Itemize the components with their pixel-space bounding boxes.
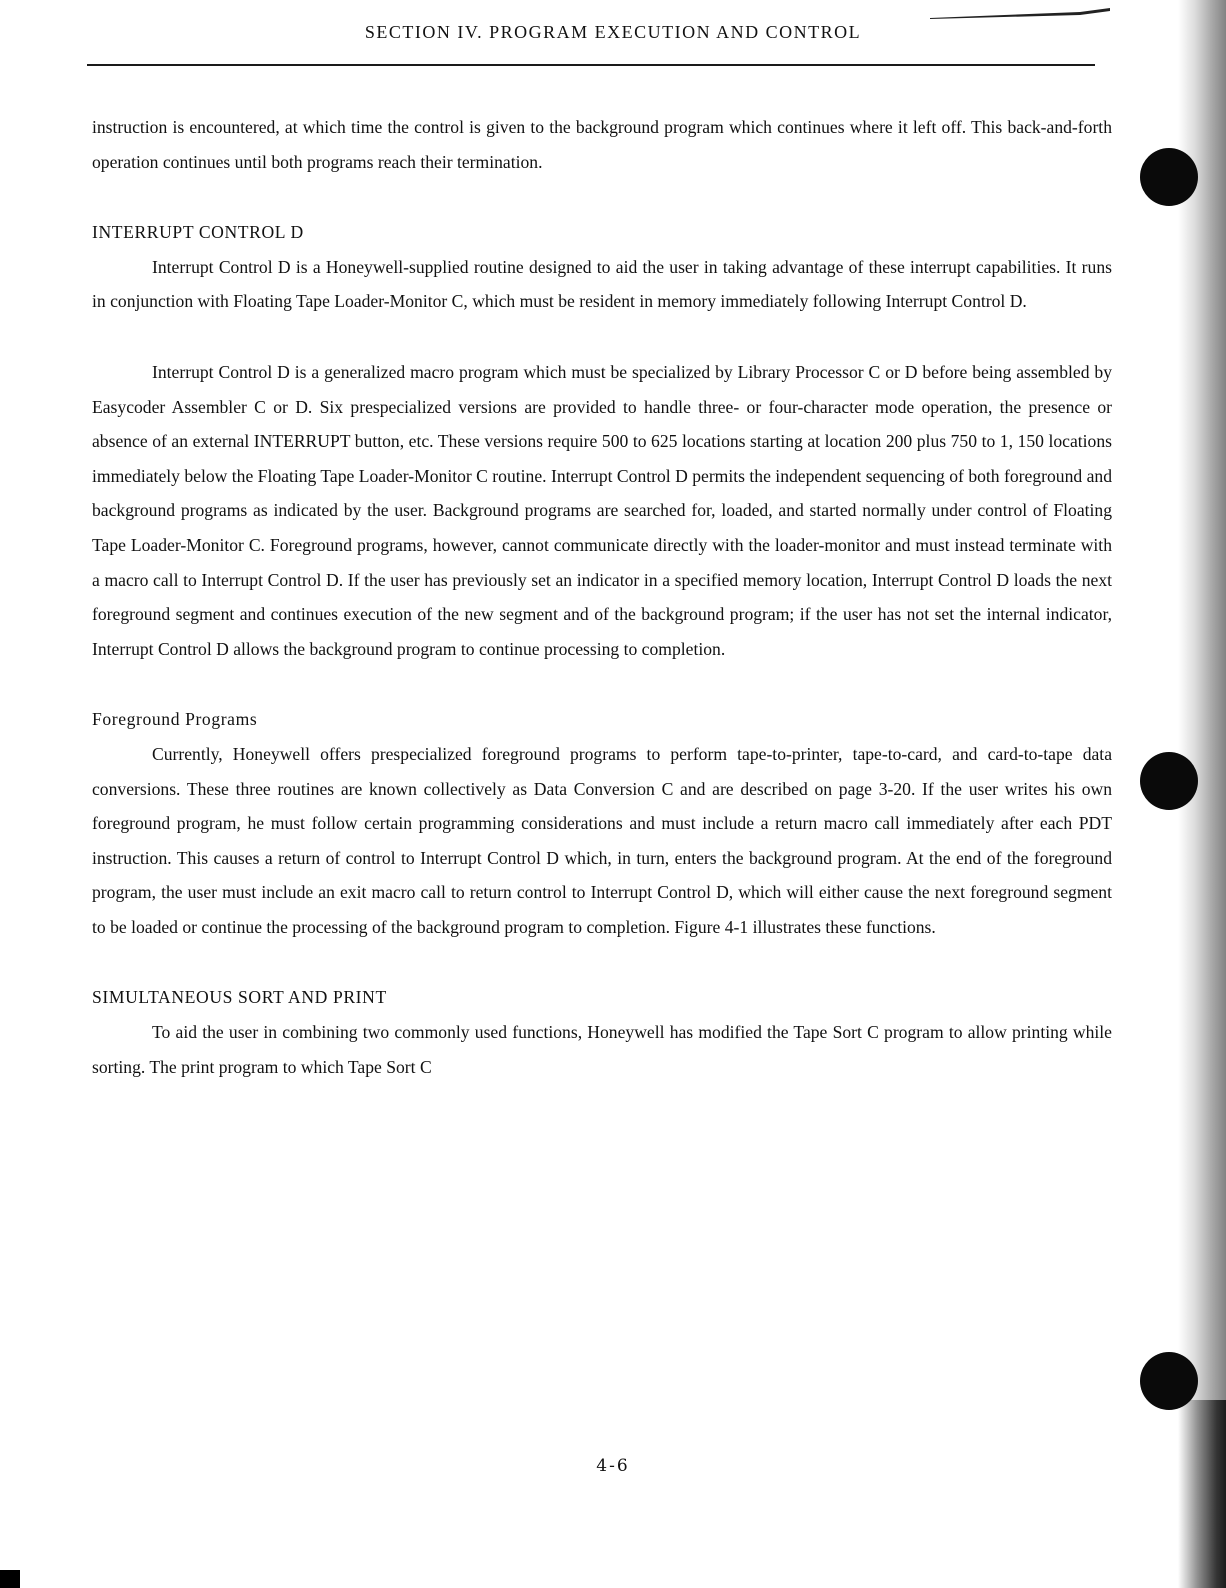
heading-interrupt-control-d: INTERRUPT CONTROL D [92,222,304,243]
section-header: SECTION IV. PROGRAM EXECUTION AND CONTROL [364,22,862,42]
binder-hole-bottom [1140,1352,1198,1410]
page-edge-shadow-bottom [1178,1400,1226,1588]
paragraph-simultaneous-sort-print: To aid the user in combining two commonly used functions, Honeywell has modified the Tape Sort C program to allow printing while sorting. The print program to which Tape Sort C [92,1022,1112,1077]
scan-streak-mark [930,6,1110,20]
heading-simultaneous-sort-print: SIMULTANEOUS SORT AND PRINT [92,987,387,1008]
document-body [92,110,1112,1084]
binder-hole-middle [1140,752,1198,810]
paragraph-continuation: instruction is encountered, at which time the control is given to the background program which continues where it left off. This back-and-forth operation continues until both programs reach their termination. [92,117,1112,172]
paragraph-interrupt-control-intro: Interrupt Control D is a Honeywell-supplied routine designed to aid the user in taking advantage of these interrupt capabilities. It runs in conjunction with Floating Tape Loader-Monitor C, which must be resident in memory immediately following Interrupt Control D. [92,256,1112,312]
header-rule [87,64,1095,66]
paragraph-interrupt-control-details: Interrupt Control D is a generalized macro program which must be specialized by Library Processor C or D before being assembled by Easycoder Assembler C or D. Six prespecialized versions are provided to handle three- or four-character mode operation, the presence or absence of an external INTERRUPT button, etc. These versions require 500 to 625 locations starting at location 200 plus 750 to 1, 150 locations immediately below the Floating Tape Loader-Monitor C routine. Interrupt Control D permits the independent sequencing of both foreground and background programs as indicated by the user. Background programs are searched for, loaded, and started normally under control of Floating Tape Loader-Monitor C. Foreground programs, however, cannot communicate directly with the loader-monitor and must instead terminate with a macro call to Interrupt Control D. If the user has previously set an indicator in a specified memory location, Interrupt Control D loads the next foreground segment and continues execution of the new segment and of the background program; if the user has not set the internal indicator, Interrupt Control D allows the background program to continue processing to completion. [92,361,1112,659]
binder-hole-top [1140,148,1198,206]
page-number: 4-6 [596,1456,630,1476]
heading-foreground-programs: Foreground Programs [92,709,258,730]
paragraph-foreground-programs: Currently, Honeywell offers prespecialized foreground programs to perform tape-to-printer, tape-to-card, and card-to-tape data conversions. These three routines are known collectively as Data Conversion C and are described on page 3-20. If the user writes his own foreground program, he must follow certain programming considerations and must include a return macro call immediately after each PDT instruction. This causes a return of control to Interrupt Control D which, in turn, enters the background program. At the end of the foreground program, the user must include an exit macro call to return control to Interrupt Control D, which will either cause the next foreground segment to be loaded or continue the processing of the background program to completion. Figure 4-1 illustrates these functions. [92,743,1112,937]
corner-mark [0,1570,20,1588]
